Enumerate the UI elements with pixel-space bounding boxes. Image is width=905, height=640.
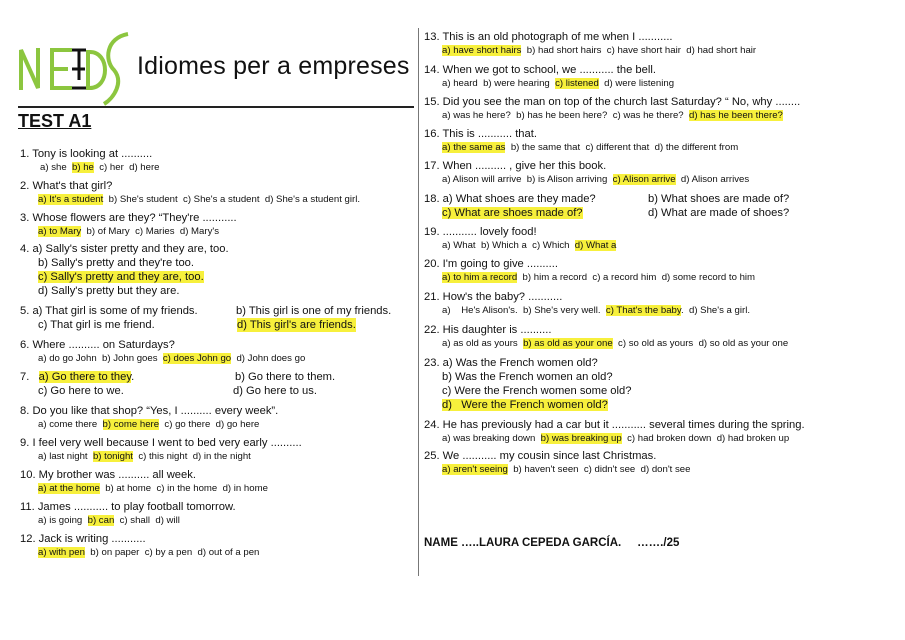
question-stem: 13. This is an old photograph of me when I ...........	[424, 31, 673, 43]
question-25	[424, 449, 690, 476]
option-c-selected: c) That's the baby	[605, 305, 681, 316]
option-c: c) this night	[138, 451, 188, 462]
question-14	[424, 63, 674, 90]
option-c: c) Go here to we.	[38, 385, 124, 397]
option-a-selected: a) with pen	[38, 547, 85, 558]
option-b: b) is Alison arriving	[526, 174, 608, 185]
option-d: d) in the night	[192, 451, 251, 462]
option-b: b) She's very well.	[523, 305, 601, 316]
option-c-selected: c) What are shoes made of?	[442, 207, 583, 219]
option-c-selected: c) Alison arrive	[612, 174, 676, 185]
option-c-selected: c) Sally's pretty and they are, too.	[38, 271, 204, 283]
option-a-selected: a) at the home	[38, 483, 100, 494]
need-logo	[18, 30, 130, 106]
question-6	[20, 338, 305, 365]
option-d: d) out of a pen	[197, 547, 260, 558]
question-11	[20, 500, 236, 527]
question-stem: 14. When we got to school, we ........... the bell.	[424, 64, 656, 76]
question-8	[20, 404, 278, 431]
option-d: d) John does go	[236, 353, 306, 364]
question-2	[20, 179, 360, 206]
header-rule	[18, 106, 414, 108]
option-b: b) has he been here?	[516, 110, 608, 121]
question-stem: 2. What's that girl?	[20, 180, 113, 192]
question-stem: 21. How's the baby? ...........	[424, 291, 563, 303]
option-c: c) go there	[164, 419, 211, 430]
option-d: d) Go here to us.	[233, 385, 317, 397]
option-d-selected: d) has he been there?	[688, 110, 783, 121]
option-a-selected: a) to him a record	[442, 272, 518, 283]
option-a-selected: a) Go there to they	[38, 371, 132, 383]
question-stem: 11. James ........... to play football tomorrow.	[20, 501, 236, 513]
question-21	[424, 290, 750, 317]
option-d: d) the different from	[654, 142, 739, 153]
question-stem: 19. ........... lovely food!	[424, 226, 537, 238]
option-b: b) This girl is one of my friends.	[236, 305, 392, 317]
question-stem: 9. I feel very well because I went to bed very early ..........	[20, 437, 302, 449]
question-stem: 15. Did you see the man on top of the church last Saturday? “ No, why ........	[424, 96, 801, 108]
option-a-selected: a) the same as	[442, 142, 506, 153]
option-d: d) don't see	[640, 464, 691, 475]
question-stem: 17. When .......... , give her this book.	[424, 160, 607, 172]
option-c-selected: c) listened	[555, 78, 599, 89]
option-c: c) was he there?	[612, 110, 684, 121]
option-d: d) will	[155, 515, 180, 526]
student-name-score: NAME …..LAURA CEPEDA GARCÍA. ……./25	[424, 537, 680, 549]
option-b-selected: b) tonight	[92, 451, 133, 462]
question-17	[424, 159, 749, 186]
question-stem: 25. We ........... my cousin since last Christmas.	[424, 450, 657, 462]
question-23	[424, 356, 631, 412]
question-12	[20, 532, 259, 559]
option-c: c) have short hair	[606, 45, 681, 56]
question-stem: 23. a) Was the French women old?	[424, 357, 598, 369]
option-c: c) in the home	[156, 483, 218, 494]
option-b-selected: b) he	[72, 162, 94, 173]
option-d: d) What are made of shoes?	[648, 207, 790, 219]
option-a: 18. a) What shoes are they made?	[424, 193, 596, 205]
option-a: a) come there	[38, 419, 98, 430]
question-stem: 1. Tony is looking at ..........	[20, 148, 153, 160]
option-a: a) is going	[38, 515, 83, 526]
option-b: b) at home	[105, 483, 152, 494]
option-c: c) her	[99, 162, 124, 173]
option-b: b) Sally's pretty and they're too.	[38, 257, 195, 269]
question-stem: 3. Whose flowers are they? “They're ...........	[20, 212, 237, 224]
option-d: d) Mary's	[179, 226, 220, 237]
question-stem: 6. Where .......... on Saturdays?	[20, 339, 175, 351]
question-stem: 22. His daughter is ..........	[424, 324, 552, 336]
question-4	[20, 242, 229, 298]
question-7	[20, 370, 415, 398]
question-18	[424, 192, 894, 220]
question-stem: 12. Jack is writing ...........	[20, 533, 146, 545]
option-b-selected: b) as old as your one	[523, 338, 613, 349]
question-16	[424, 127, 738, 154]
question-1	[20, 147, 160, 174]
option-c: c) so old as yours	[618, 338, 694, 349]
option-c: c) Maries	[135, 226, 175, 237]
question-13	[424, 30, 756, 57]
option-d: d) had broken up	[716, 433, 790, 444]
option-b: b) on paper	[90, 547, 140, 558]
option-b: b) She's student	[108, 194, 178, 205]
question-10	[20, 468, 268, 495]
option-d: d) She's a student girl.	[264, 194, 361, 205]
question-stem: 4. a) Sally's sister pretty and they are, too.	[20, 243, 229, 255]
question-15	[424, 95, 800, 122]
question-19	[424, 225, 616, 252]
brand-title: Idiomes per a empreses	[137, 52, 410, 80]
option-c: c) different that	[585, 142, 650, 153]
option-b-selected: b) was breaking up	[540, 433, 622, 444]
option-a-selected: a) have short hairs	[442, 45, 522, 56]
option-a: a) He's Alison's.	[442, 305, 518, 316]
option-d-selected: d) What a	[574, 240, 617, 251]
question-stem: 10. My brother was .......... all week.	[20, 469, 196, 481]
option-a: a) last night	[38, 451, 88, 462]
question-9	[20, 436, 302, 463]
option-a: a) was he here?	[442, 110, 511, 121]
option-d: d) in home	[222, 483, 268, 494]
option-b: b) Go there to them.	[235, 371, 336, 383]
option-a: a) was breaking down	[442, 433, 536, 444]
option-b: b) had short hairs	[526, 45, 602, 56]
option-d: d) Alison arrives	[680, 174, 750, 185]
question-5	[20, 304, 415, 332]
option-c: c) shall	[119, 515, 151, 526]
option-c: c) Which	[532, 240, 570, 251]
option-b: b) What shoes are made of?	[648, 193, 790, 205]
option-b: b) the same that	[510, 142, 581, 153]
question-stem: 16. This is ........... that.	[424, 128, 537, 140]
question-number: 7.	[20, 371, 30, 383]
option-a-selected: a) It's a student	[38, 194, 104, 205]
option-d: d) so old as your one	[698, 338, 789, 349]
option-a: a) Alison will arrive	[442, 174, 522, 185]
option-a: a) she	[40, 162, 67, 173]
option-b: b) haven't seen	[513, 464, 579, 475]
question-20	[424, 257, 755, 284]
question-stem: 20. I'm going to give ..........	[424, 258, 558, 270]
option-b: b) were hearing	[483, 78, 550, 89]
option-c: c) didn't see	[583, 464, 636, 475]
option-a: a) as old as yours	[442, 338, 518, 349]
question-stem: 8. Do you like that shop? “Yes, I .......... every week”.	[20, 405, 279, 417]
option-c-selected: c) does John go	[162, 353, 232, 364]
question-24	[424, 418, 805, 445]
option-b: b) Which a	[480, 240, 527, 251]
option-a: 5. a) That girl is some of my friends.	[20, 305, 198, 317]
option-a-selected: a) to Mary	[38, 226, 82, 237]
option-d: d) were listening	[604, 78, 675, 89]
option-a: a) heard	[442, 78, 478, 89]
option-d: d) some record to him	[661, 272, 756, 283]
option-a-period: .	[131, 371, 135, 383]
option-c-period: .	[680, 305, 684, 316]
option-b: b) of Mary	[86, 226, 130, 237]
option-c: c) She's a student	[183, 194, 260, 205]
test-title: TEST A1	[18, 111, 92, 131]
option-c: c) had broken down	[627, 433, 712, 444]
option-b-selected: b) can	[87, 515, 115, 526]
question-stem: 24. He has previously had a car but it ........... several times during the spring.	[424, 419, 805, 431]
option-a: a) What	[442, 240, 476, 251]
option-b: b) Was the French women an old?	[442, 371, 613, 383]
option-a: a) do go John	[38, 353, 97, 364]
option-d: d) had short hair	[686, 45, 757, 56]
question-22	[424, 323, 788, 350]
option-b: b) John goes	[102, 353, 158, 364]
option-b-selected: b) come here	[102, 419, 160, 430]
column-divider	[418, 28, 419, 576]
option-d: d) here	[129, 162, 160, 173]
option-d-selected: d) This girl's are friends.	[237, 319, 356, 331]
option-c: c) a record him	[592, 272, 657, 283]
option-d: d) go here	[215, 419, 260, 430]
option-b: b) him a record	[522, 272, 588, 283]
option-d: d) Sally's pretty but they are.	[38, 285, 180, 297]
option-c: c) by a pen	[144, 547, 193, 558]
option-c: c) That girl is me friend.	[38, 319, 155, 331]
question-3	[20, 211, 237, 238]
option-c: c) Were the French women some old?	[442, 385, 632, 397]
option-d: d) She's a girl.	[688, 305, 751, 316]
option-a-selected: a) aren't seeing	[442, 464, 508, 475]
option-d-selected: d) Were the French women old?	[442, 399, 608, 411]
